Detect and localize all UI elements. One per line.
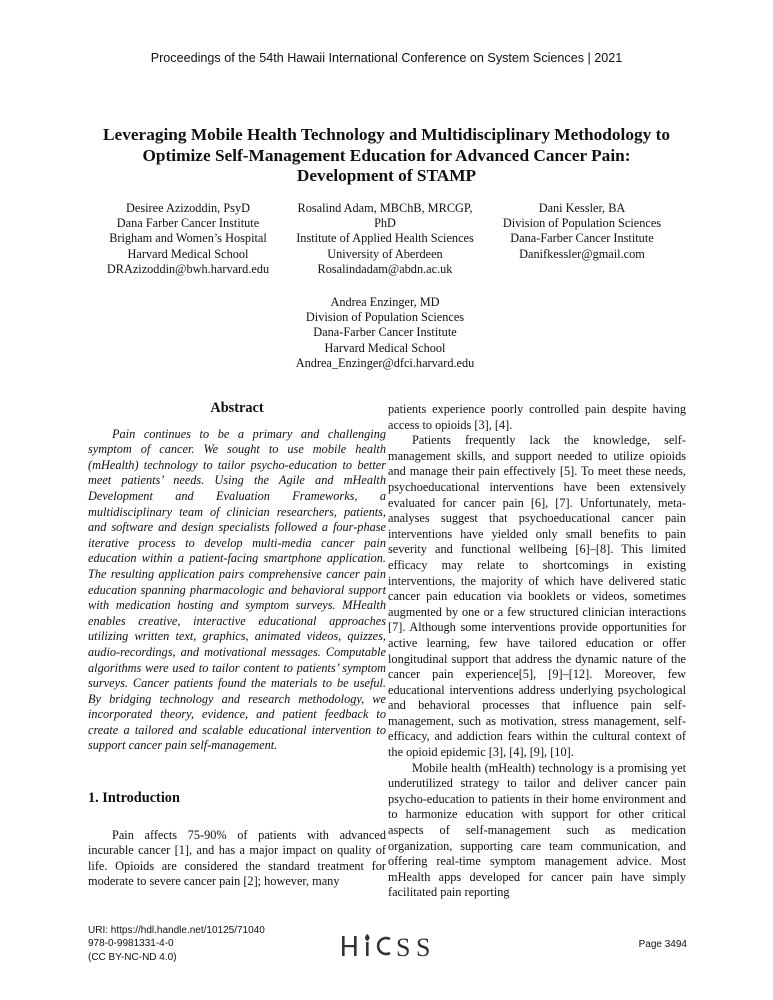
title-line: Development of STAMP bbox=[296, 166, 477, 185]
footer-uri[interactable]: URI: https://hdl.handle.net/10125/71040 bbox=[88, 925, 265, 936]
right-column bbox=[388, 402, 686, 901]
svg-text:S: S bbox=[396, 933, 411, 960]
introduction-heading: 1. Introduction bbox=[88, 790, 180, 807]
body-paragraph: Mobile health (mHealth) technology is a promising yet underutilized strategy to tailor and deliver cancer pain psycho-education to patients in their home environment and to harmonize education with support for other critical aspects of self-management such as medication organization, supporting care team communication, and offering real-time symptom management advice. Most mHealth apps developed for cancer pain have simply facilitated pain reporting bbox=[388, 760, 686, 900]
author-affiliation: Division of Population Sciences bbox=[305, 310, 465, 325]
author-affiliation: Dana-Farber Cancer Institute bbox=[510, 231, 654, 246]
introduction-paragraph: Pain affects 75-90% of patients with advanced incurable cancer [1], and has a major impact on quality of life. Opioids are considered the standard treatment for moderate to severe cancer pain [2]; however, many bbox=[88, 827, 386, 889]
title-line: Leveraging Mobile Health Technology and Multidisciplinary Methodology to bbox=[103, 125, 670, 144]
author-email: DRAzizoddin@bwh.harvard.edu bbox=[106, 261, 270, 276]
abstract-body: Pain continues to be a primary and challenging symptom of cancer. We sought to use mobile health (mHealth) technology to tailor psycho-education to better meet patients’ needs. Using the Agile and mHealth Development and Evaluation Frameworks, a multidisciplinary team of clinician researchers, patients, and software and design specialists followed a four-phase iterative process to develop multi-media cancer pain education within a patient-facing smartphone application. The resulting application pairs comprehensive cancer pain education spanning pharmacologic and behavioral support with medication hosting and symptom surveys. MHealth enables creative, interactive educational approaches utilizing written text, graphics, animated videos, quizzes, audio-recordings, and motivational messages. Computable algorithms were used to tailor content to patients’ symptom surveys. Cancer patients found the materials to be useful. By bridging technology and research methodology, we incorporated theory, evidence, and patient feedback to create a tailored and scalable educational intervention to support cancer pain self-management. bbox=[88, 426, 386, 753]
author-affiliation: PhD bbox=[374, 216, 396, 231]
paper-title bbox=[60, 125, 713, 187]
hicss-logo bbox=[340, 932, 440, 960]
body-paragraph: patients experience poorly controlled pain despite having access to opioids [3], [4]. bbox=[388, 402, 686, 432]
footer-license: (CC BY-NC-ND 4.0) bbox=[88, 951, 177, 963]
page-number: Page 3494 bbox=[638, 939, 687, 950]
author-block-azizoddin bbox=[88, 201, 288, 277]
author-name: Rosalind Adam, MBChB, MRCGP, bbox=[297, 201, 473, 215]
svg-text:S: S bbox=[416, 933, 431, 960]
author-affiliation: Harvard Medical School bbox=[127, 246, 249, 261]
author-block-enzinger bbox=[285, 295, 485, 371]
author-affiliation: Institute of Applied Health Sciences bbox=[296, 231, 474, 246]
left-column bbox=[88, 399, 386, 890]
author-name: Andrea Enzinger, MD bbox=[330, 295, 440, 309]
body-paragraph: Patients frequently lack the knowledge, self-management skills, and support needed to utilize opioids and manage their pain effectively [5]. To meet these needs, psychoeducational interventions have been extensively evaluated for cancer pain [6], [7]. Unfortunately, meta-analyses suggest that psychoeducational cancer pain interventions have yielded only small benefits to pain severity and functional wellbeing [6]–[8]. This limited efficacy may relate to shortcomings in existing interventions, the majority of which have delivered static cancer pain education via booklets or videos, sometimes augmented by one or a few structured clinician interactions [7]. Although some interventions provide opportunities for active learning, few have tailored education or offer longitudinal support that address the dynamic nature of the cancer pain experience[5], [9]–[12]. Moreover, few educational interventions address underlying psychological and behavioral processes that influence pain self-management, such as motivation, stress management, self-efficacy, and addiction fears within the cultural context of the opioid epidemic [3], [4], [9], [10]. bbox=[388, 433, 686, 760]
author-affiliation: Harvard Medical School bbox=[324, 340, 446, 355]
proceedings-header: Proceedings of the 54th Hawaii International Conference on System Sciences | 2021 bbox=[150, 51, 623, 65]
author-name: Desiree Azizoddin, PsyD bbox=[126, 201, 250, 215]
author-affiliation: Dana-Farber Cancer Institute bbox=[313, 325, 457, 340]
abstract-heading: Abstract bbox=[210, 400, 264, 416]
author-block-kessler bbox=[482, 201, 682, 262]
author-email: Danifkessler@gmail.com bbox=[519, 246, 645, 261]
author-block-adam bbox=[285, 201, 485, 277]
author-email: Rosalindadam@abdn.ac.uk bbox=[317, 261, 453, 276]
author-affiliation: Brigham and Women’s Hospital bbox=[109, 231, 267, 246]
title-line: Optimize Self-Management Education for Advanced Cancer Pain: bbox=[142, 145, 631, 165]
author-name: Dani Kessler, BA bbox=[538, 201, 626, 215]
author-email: Andrea_Enzinger@dfci.harvard.edu bbox=[295, 355, 475, 370]
footer-metadata bbox=[88, 924, 265, 964]
author-affiliation: Division of Population Sciences bbox=[502, 216, 662, 231]
author-affiliation: Dana Farber Cancer Institute bbox=[116, 216, 260, 231]
footer-isbn: 978-0-9981331-4-0 bbox=[88, 938, 174, 950]
author-affiliation: University of Aberdeen bbox=[327, 246, 443, 261]
